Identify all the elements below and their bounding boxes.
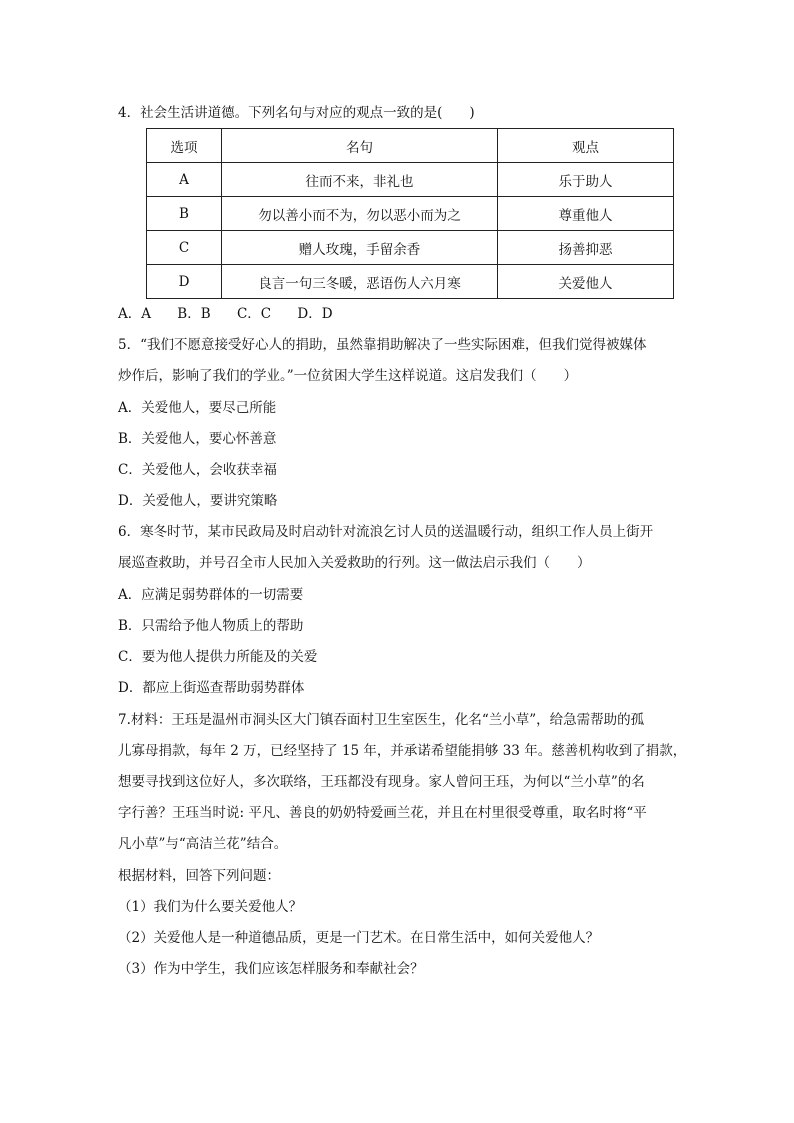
q5-option-c[interactable]: C．关爱他人，会收获幸福 — [118, 462, 277, 478]
q4-row-viewpoint: 乐于助人 — [498, 163, 674, 197]
q4-option-d[interactable]: D．D — [297, 306, 333, 322]
q4-row-quote: 勿以善小而不为，勿以恶小而为之 — [222, 197, 498, 231]
q4-row-viewpoint: 关爱他人 — [498, 265, 674, 299]
table-row — [147, 265, 674, 299]
q7-material-line5: 凡小草”与“高洁兰花”结合。 — [118, 836, 288, 852]
q4-header-viewpoint: 观点 — [498, 129, 674, 163]
q5-option-a[interactable]: A．关爱他人，要尽己所能 — [118, 400, 277, 416]
q4-option-c[interactable]: C．C — [236, 306, 272, 322]
q4-row-option: A — [147, 163, 222, 197]
table-row — [147, 197, 674, 231]
q7-subquestion-3: （3）作为中学生，我们应该怎样服务和奉献社会？ — [118, 961, 424, 977]
q4-header-option: 选项 — [147, 129, 222, 163]
q6-option-b[interactable]: B．只需给予他人物质上的帮助 — [118, 618, 304, 634]
q7-subquestion-2: （2）关爱他人是一种道德品质，更是一门艺术。在日常生活中，如何关爱他人？ — [118, 930, 600, 946]
q7-material-line2: 儿寡母捐款，每年 2 万，已经坚持了 15 年，并承诺希望能捐够 33 年。慈善机构收到了捐款， — [118, 743, 687, 759]
q4-row-option: D — [147, 265, 222, 299]
q4-row-viewpoint: 扬善抑恶 — [498, 231, 674, 265]
q4-row-quote: 良言一句三冬暖，恶语伤人六月寒 — [222, 265, 498, 299]
table-row — [147, 163, 674, 197]
table-row — [147, 231, 674, 265]
q5-option-b[interactable]: B．关爱他人，要心怀善意 — [118, 431, 277, 447]
q4-table-header-row — [147, 129, 674, 163]
q4-row-quote: 往而不来，非礼也 — [222, 163, 498, 197]
q6-stem-line2: 展巡查救助，并号召全市人民加入关爱救助的行列。这一做法启示我们（ ） — [118, 555, 591, 571]
q6-option-d[interactable]: D．都应上街巡查帮助弱势群体 — [118, 680, 305, 696]
q4-row-viewpoint: 尊重他人 — [498, 197, 674, 231]
q4-header-quote: 名句 — [222, 129, 498, 163]
q7-material-line1: 7.材料：王珏是温州市洞头区大门镇吞面村卫生室医生，化名“兰小草”，给急需帮助的孤 — [118, 712, 645, 728]
q7-prompt: 根据材料，回答下列问题： — [118, 868, 280, 884]
q4-row-quote: 赠人玫瑰，手留余香 — [222, 231, 498, 265]
q7-material-line4: 字行善？王珏当时说: 平凡、善良的奶奶特爱画兰花，并且在村里很受尊重，取名时将“平 — [118, 805, 647, 821]
q4-option-b[interactable]: B．B — [177, 306, 211, 322]
q4-row-option: B — [147, 197, 222, 231]
q6-stem-line1: 6．寒冬时节，某市民政局及时启动针对流浪乞讨人员的送温暖行动，组织工作人员上街开 — [118, 524, 654, 540]
q4-stem: 4．社会生活讲道德。下列名句与对应的观点一致的是( ) — [118, 105, 475, 121]
q7-material-line3: 想要寻找到这位好人，多次联络，王珏都没有现身。家人曾问王珏，为何以“兰小草”的名 — [118, 774, 645, 790]
q4-option-a[interactable]: A．A — [118, 306, 151, 322]
q7-subquestion-1: （1）我们为什么要关爱他人？ — [118, 899, 303, 915]
q5-stem-line1: 5．“我们不愿意接受好心人的捐助，虽然靠捐助解决了一些实际困难，但我们觉得被媒体 — [118, 337, 647, 353]
q5-stem-line2: 炒作后，影响了我们的学业。”一位贫困大学生这样说道。这启发我们（ ） — [118, 368, 578, 384]
q4-table — [146, 128, 674, 299]
q6-option-a[interactable]: A．应满足弱势群体的一切需要 — [118, 587, 304, 603]
q4-options — [118, 304, 333, 324]
q6-option-c[interactable]: C．要为他人提供力所能及的关爱 — [118, 649, 318, 665]
q4-row-option: C — [147, 231, 222, 265]
q5-option-d[interactable]: D．关爱他人，要讲究策略 — [118, 493, 278, 509]
